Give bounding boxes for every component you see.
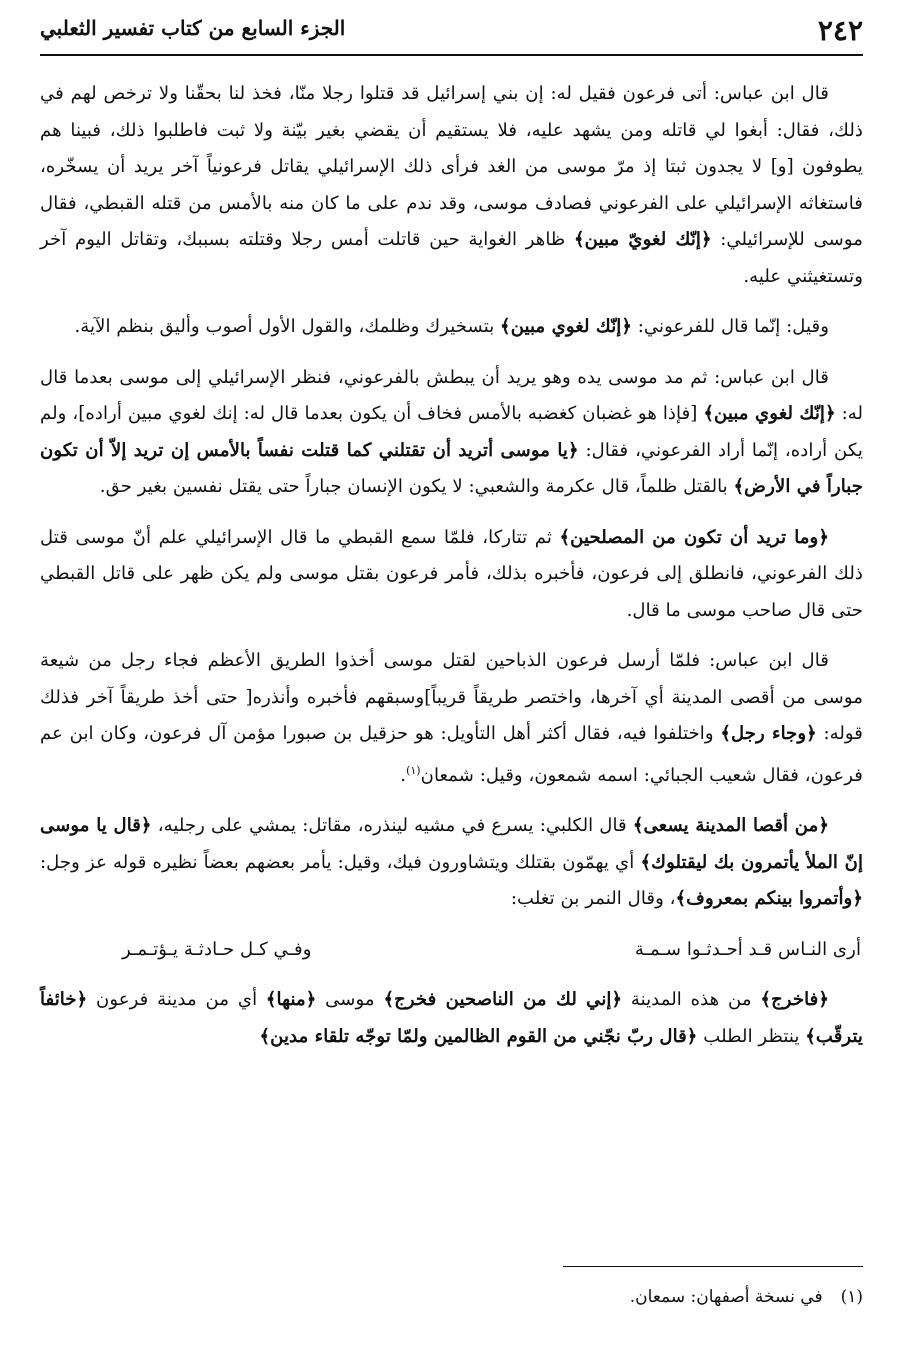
- quran-quote: ﴿منها﴾: [265, 989, 317, 1011]
- footnote: [40, 1287, 863, 1307]
- paragraph: [40, 520, 863, 630]
- footnote-reference: (١): [406, 763, 421, 777]
- quran-quote: ﴿يا موسى أتريد أن تقتلني كما قتلت نفساً بالأمس إن تريد إلاّ أن تكون جباراً في الأرض﴾: [40, 439, 863, 497]
- text-run: قال الكلبي: يسرع في مشيه لينذره، مقاتل: يمشي على رجليه،: [151, 815, 633, 837]
- text-run: [فإذا هو غضبان كغضبه بالأمس فخاف أن يكون بعدما قال له: إنك لغوي مبين أراده]، ولم يكن أراده، إنّما أراد الفرعوني، فقال:: [40, 403, 863, 461]
- text-run: قال ابن عباس: فلمّا أرسل فرعون الذباحين لقتل موسى أخذوا الطريق الأعظم فجاء رجل من شيعة موسى من أقصى المدينة أي آخرها، واختصر طريقاً قريباً]وسبقهم فأخبره وأنذره[ حتى أخذ طريقاً آخر فذلك قوله:: [40, 650, 863, 744]
- text-run: موسى: [316, 989, 384, 1011]
- text-run: أي من مدينة فرعون: [87, 989, 266, 1011]
- footnote-marker: (١): [840, 1287, 863, 1307]
- quran-quote: ﴿فاخرج﴾: [760, 989, 829, 1011]
- quran-quote: ﴿وجاء رجل﴾: [720, 723, 817, 744]
- text-run: بتسخيرك وظلمك، والقول الأول أصوب وأليق بنظم الآية.: [74, 316, 501, 337]
- text-run: .: [400, 764, 407, 786]
- text-run: ثم تتاركا، فلمّا سمع القبطي ما قال الإسرائيلي علم أنّ موسى قتل ذلك الفرعوني، فانطلق إلى فرعون، فأخبره بذلك، فأمر فرعون بقتل موسى ولم يكن ظهر على قاتل القبطي حتى قال صاحب موسى ما قال.: [40, 526, 863, 621]
- text-run: بالقتل ظلماً، قال عكرمة والشعبي: لا يكون الإنسان جباراً حتى يقتل نفسين بغير حق.: [99, 476, 734, 497]
- paragraphs-container: [40, 76, 863, 918]
- closing-paragraph: [40, 982, 863, 1055]
- page-header: [40, 10, 863, 56]
- page-number: ٢٤٢: [817, 14, 863, 47]
- quran-quote: ﴿إنّك لغوي مبين﴾: [500, 316, 632, 337]
- text-run: من هذه المدينة: [622, 989, 761, 1011]
- running-title: الجزء السابع من كتاب تفسير الثعلبي: [40, 16, 346, 40]
- text-run: ، وقال النمر بن تغلب:: [510, 888, 676, 910]
- quran-quote: ﴿إنّك لغويّ مبين﴾: [573, 229, 712, 250]
- text-run: واختلفوا فيه، فقال أكثر أهل التأويل: هو حزقيل بن صبورا مؤمن آل فرعون، وكان ابن عم فرعون، فقال شعيب الجبائي: اسمه شمعون، وقيل: شمعان: [40, 723, 863, 786]
- footnote-divider: [563, 1266, 863, 1267]
- main-text: [40, 76, 863, 1069]
- text-run: وقيل: إنّما قال للفرعوني:: [631, 316, 829, 337]
- quran-quote: ﴿قال ربّ نجّني من القوم الظالمين ولمّا توجّه تلقاء مدين﴾: [259, 1025, 698, 1047]
- paragraph: [40, 76, 863, 295]
- paragraph: [40, 360, 863, 506]
- verse-second-hemistich: وفـي كـل حـادثـة يـؤتـمـر: [122, 938, 312, 960]
- paragraph: [40, 808, 863, 918]
- poetry-verse: [40, 932, 863, 969]
- verse-first-hemistich: أرى النـاس قـد أحـدثـوا سـمـة: [634, 938, 861, 960]
- text-run: أي يهمّون بقتلك ويتشاورون فيك، وقيل: يأمر بعضهم بعضاً نظيره قوله عز وجل:: [40, 851, 641, 873]
- quran-quote: ﴿قال يا موسى إنّ الملأ يأتمرون بك ليقتلوك﴾: [40, 815, 863, 873]
- quran-quote: ﴿من أقصا المدينة يسعى﴾: [632, 815, 830, 837]
- text-run: ينتظر الطلب: [697, 1025, 806, 1047]
- text-run: قال ابن عباس: ثم مد موسى يده وهو يريد أن يبطش بالفرعوني، فنظر الإسرائيلي إلى موسى بعدما قال له:: [40, 366, 864, 424]
- text-run: قال ابن عباس: أتى فرعون فقيل له: إن بني إسرائيل قد قتلوا رجلا منّا، فخذ لنا بحقّنا ولا ترخص لهم في ذلك، فقال: أبغوا لي قاتله ومن يشهد عليه، فلا يستقيم أن يقضي بغير بيّنة ولا ثبت فاطلبوا ذلك، فبينا هم يطوفون [و] لا يجدون ثبتا إذ مرّ موسى من الغد فرأى ذلك الإسرائيلي يقاتل فرعونياً آخر يريد أن يسخّره، فاستغاثه الإسرائيلي على الفرعوني فصادف موسى، وقد ندم على ما كان منه بالأمس من قتله القبطي، فقال موسى للإسرائيلي:: [40, 83, 863, 250]
- paragraph: [40, 643, 863, 794]
- footnote-text: في نسخة أصفهان: سمعان.: [629, 1287, 823, 1307]
- paragraph: [40, 309, 863, 346]
- quran-quote: ﴿خائفاً يترقّب﴾: [40, 989, 863, 1047]
- quran-quote: ﴿إني لك من الناصحين فخرج﴾: [383, 989, 623, 1011]
- quran-quote: ﴿وما تريد أن تكون من المصلحين﴾: [559, 526, 829, 548]
- quran-quote: ﴿وأتمروا بينكم بمعروف﴾: [675, 888, 863, 910]
- text-run: ظاهر الغواية حين قاتلت أمس رجلا وقتلته بسببك، وتقاتل اليوم آخر وتستغيثني عليه.: [40, 229, 863, 287]
- quran-quote: ﴿إنّك لغوي مبين﴾: [703, 403, 836, 424]
